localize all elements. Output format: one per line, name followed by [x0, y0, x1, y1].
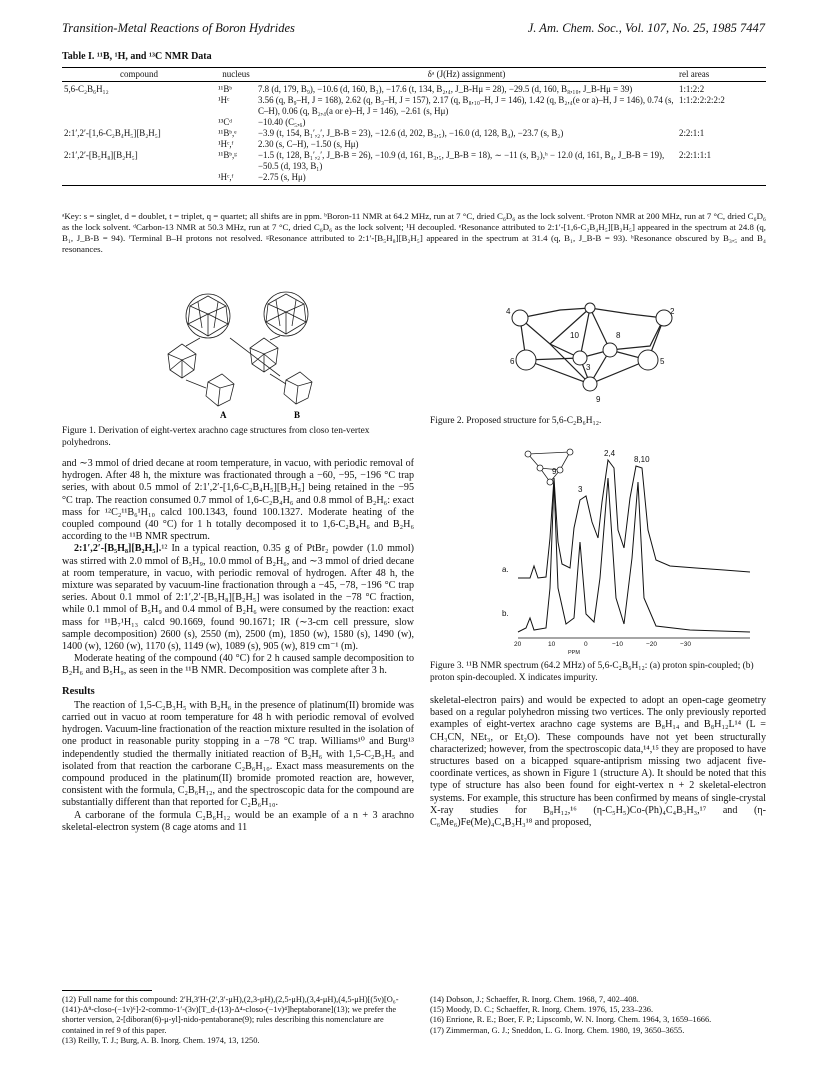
table-cell — [677, 139, 766, 150]
figure2-label-4: 4 — [506, 307, 511, 316]
table-row — [62, 172, 766, 186]
figure3-peak-label: 8,10 — [634, 455, 650, 464]
table-caption: Table I. ¹¹B, ¹H, and ¹³C NMR Data — [62, 51, 212, 62]
figure3-trace-b-label: b. — [502, 609, 509, 618]
figure2-structure-image — [500, 288, 680, 408]
table-row — [62, 95, 766, 117]
table-cell — [62, 117, 216, 128]
table-cell: ¹³Cᵈ — [218, 117, 233, 127]
table-cell: 7.8 (d, 179, B₉), −10.6 (d, 160, B₃), −17.6 (t, 134, B₂,₄, J_B-Hμ = 28), −29.5 (d, 160, B₈,₁₀, J_B-Hμ = 39) — [258, 84, 633, 94]
table-header-shift: δᵃ (J(Hz) assignment) — [256, 68, 677, 82]
table-row — [62, 139, 766, 150]
table-cell: ¹Hᶜ,ᶠ — [218, 139, 234, 149]
table-cell: 2:1′,2′-[1,6-C₂B₄H₅][B₂H₅] — [64, 128, 161, 138]
nmr-table — [62, 67, 766, 186]
figure2-label-6: 6 — [510, 357, 515, 366]
table-cell — [677, 172, 766, 186]
paragraph: skeletal-electron pairs) and would be expected to adopt an open-cage geometry based on a regular polyhedron missing two vertices. The only previously reported examples of eight-vertex arachno cage systems are B₈H₁₄ and B₈H₁₂L¹⁴ (L = CH₃CN, NEt₃, or Et₂O). These compounds have not yet been structurally characterized; however, from the spectroscopic data,¹⁴,¹⁵ they are proposed to have structures based on a bicapped square-antiprism missing two adjacent five-coordinate vertices, as shown in Figure 1 (structure A). It should be noted that this type of structure has also been found for eight-vertex n + 2 skeletal-electron systems. For example, this structure has been confirmed by means of single-crystal X-ray studies for B₈H₁₂,¹⁶ (η-C₅H₅)Co-(Ph)₄C₄B₃H₃,¹⁷ and (η-C₆Me₆)Fe(Me)₄C₄B₃H₃¹⁸ and proposed, — [430, 695, 766, 829]
figure3-peak-label: 3 — [578, 485, 583, 494]
table-cell — [62, 139, 216, 150]
table-cell — [62, 172, 216, 186]
figure2-label-5: 5 — [660, 357, 665, 366]
footnote-rule — [62, 990, 152, 991]
figure3-tick: −10 — [612, 641, 624, 648]
figure3-spectrum-image — [500, 438, 770, 650]
reference-item: (14) Dobson, J.; Schaeffer, R. Inorg. Chem. 1968, 7, 402–408. — [430, 995, 639, 1004]
figure1-label-a: A — [220, 410, 227, 420]
figure3-trace-a-label: a. — [502, 565, 509, 574]
spectrum-trace-b — [518, 478, 750, 632]
figure3-peak-label: 2,4 — [604, 449, 616, 458]
reference-item: (15) Moody, D. C.; Schaeffer, R. Inorg. Chem. 1976, 15, 233–236. — [430, 1005, 654, 1015]
left-column — [62, 458, 414, 834]
figure3-peak-label: 9 — [552, 467, 557, 476]
table-cell: 2:1′,2′-[B₅H₈][B₂H₅] — [64, 150, 138, 160]
paragraph: Moderate heating of the compound (40 °C) for 2 h caused sample decomposition to B₂H₆ and B₅H₉, as seen in the ¹¹B NMR. Decomposition was complete after 3 h. — [62, 653, 414, 677]
table-footnotes: ᵃKey: s = singlet, d = doublet, t = triplet, q = quartet; all shifts are in ppm. ᵇBoron-11 NMR at 64.2 MHz, run at 7 °C, dried C₆D₆ as the lock solvent. ᶜProton NMR at 200 MHz, run at 7 °C, dried C₆D₆ as the lock solvent. ᵈCarbon-13 NMR at 50.3 MHz, run at 7 °C, dried C₆D₆ as the lock solvent; ¹H decoupled. ᵉResonance attributed to 2:1′-[1,6-C₂B₄H₅][B₂H₅] appeared in the spectrum at 24.8 (q, B₁, J_B-B = 94). ᶠTerminal B–H protons not resolved. ᵍResonance attributed to 2:1′-[B₅H₈][B₂H₅] appeared in the spectrum at 31.4 (q, B₁, J_B-B = 93). ʰResonance obscured by B₃,₅ and B₄ resonances. — [62, 211, 766, 254]
table-cell — [62, 95, 216, 117]
figure1-polyhedra-image — [130, 288, 360, 420]
table-cell: 2:2:1:1:1 — [679, 150, 712, 160]
results-heading: Results — [62, 685, 95, 697]
table-cell: −10.40 (C₅,₆) — [258, 117, 306, 127]
figure2-label-8: 8 — [616, 331, 621, 340]
paragraph — [62, 543, 414, 653]
figure3-tick: 10 — [548, 641, 556, 648]
references-right — [430, 995, 766, 1036]
table-row — [62, 82, 766, 96]
reference-item: (12) Full name for this compound: 2′H,3′H-(2′,3′-μH),(2,3-μH),(2,5-μH),(3,4-μH),(4,5-μH)[(5ν)[O₆-(141)-Δ⁸-closo-(−1ν)⁶]-2-commo-1′-(3ν)[T_d-(13)-Δ⁴-closo-(−1ν)⁴]heptaborane](13); we prefer the shorter version, 2-[diboran(6)-μ-yl]-nido-pentaborane(9); rules describing this nomenclature are contained in ref 9 of this paper. — [62, 995, 399, 1035]
right-column — [430, 695, 766, 829]
figure3-caption: Figure 3. ¹¹B NMR spectrum (64.2 MHz) of 5,6-C₂B₆H₁₂: (a) proton spin-coupled; (b) proton spin-decoupled. X indicates impurity. — [430, 661, 754, 683]
figure2-label-10: 10 — [570, 331, 579, 340]
table-cell: 3.56 (q, B₉–H, J = 168), 2.62 (q, B₃–H, J = 157), 2.17 (q, B₈,₁₀–H, J = 146), 1.42 (q, B₂,₄(e or a)–H, J = 146), 0.74 (s, C–H), 0.06 (q, B₂,₄(a or e)–H, J = 146), −2.61 (s, Hμ) — [258, 95, 674, 116]
figure3-axis-unit: PPM — [568, 650, 580, 656]
table-cell: ¹¹Bᵇ — [218, 84, 232, 94]
table-cell: ¹Hᶜ — [218, 95, 230, 105]
figure3-tick: −20 — [646, 641, 658, 648]
references-left — [62, 995, 414, 1046]
table-cell: ¹¹Bᵇ,ᵍ — [218, 150, 237, 160]
reference-item: (13) Reilly, T. J.; Burg, A. B. Inorg. Chem. 1974, 13, 1250. — [62, 1035, 260, 1045]
table-header-row — [62, 68, 766, 82]
table-row — [62, 150, 766, 172]
figure2-label-3: 3 — [586, 363, 591, 372]
table-cell: 2:2:1:1 — [679, 128, 705, 138]
table-cell: 2.30 (s, C–H), −1.50 (s, Hμ) — [258, 139, 359, 149]
table-cell — [677, 117, 766, 128]
table-cell: 1:1:2:2 — [679, 84, 705, 94]
table-cell: ¹Hᶜ,ᶠ — [216, 172, 256, 186]
table-cell: 5,6-C₂B₆H₁₂ — [64, 84, 109, 94]
paragraph: The reaction of 1,5-C₂B₃H₅ with B₂H₆ in the presence of platinum(II) bromide was carried out in vacuo at room temperature for 48 h with periodic removal of evolved hydrogen. Vacuum-line fractionation of the reaction mixture resulted in the isolation of one product in reasonable purity stopping in a −78 °C trap. Williams¹⁰ and Burg¹³ independently studied the thermally initiated reaction of B₂H₆ with 1,5-C₂B₃H₅ and isolated from that reaction the carborane C₂B₆H₁₀. Exact mass measurements on the compound produced in the platinum(II) bromide promoted reaction are, however, consistent with the formula, C₂B₆H₁₂, and the spectroscopic data for the compound are substantially different than that reported for C₂B₆H₁₀. — [62, 699, 414, 809]
paragraph: A carborane of the formula C₂B₆H₁₂ would be an example of a n + 3 arachno skeletal-electron system (8 cage atoms and 11 — [62, 809, 414, 833]
figure1-caption: Figure 1. Derivation of eight-vertex arachno cage structures from closo ten-vertex polyhedrons. — [62, 426, 370, 448]
paragraph-text: ¹² In a typical reaction, 0.35 g of PtBr₂ powder (1.0 mmol) was stirred with 2.0 mmol of B₅H₉, 10.0 mmol of B₂H₆, and ∼3 mmol of dried decane at room temperature, in vacuo, with periodic removal of hydrogen. After 48 h, the mixture was separated by vacuum-line fractionation through a −45, −78, −196 °C trap series. About 0.1 mmol of 2:1′,2′-[B₅H₈][B₂H₅] was isolated in the −78 °C fraction, while 0.1 mmol of B₅H₉ and 0.4 mmol of B₂H₆ were consumed by the reaction: exact mass for ¹¹B₇¹H₁₃ calcd 90.1669, found 90.1671; IR (∼3-cm cell pressure, slow sample decomposition) 2600 (s), 2550 (m), 2500 (m), 1850 (w), 1580 (s), 1490 (w), 1400 (w), 1260 (w), 1170 (s), 1149 (w), 1089 (s), 905 (w), 819 cm⁻¹ (m). — [62, 543, 414, 653]
figure3-tick: −30 — [680, 641, 692, 648]
figure2-label-2: 2 — [670, 307, 675, 316]
figure1-label-b: B — [294, 410, 301, 420]
figure2-label-9: 9 — [596, 395, 601, 404]
figure3-tick: 0 — [584, 641, 588, 648]
table-cell: −2.75 (s, Hμ) — [256, 172, 677, 186]
table-row — [62, 128, 766, 139]
table-header-nucleus: nucleus — [216, 68, 256, 82]
table-cell: −3.9 (t, 154, B₁′,₂′, J_B-B = 23), −12.6 (d, 202, B₃,₅), −16.0 (d, 128, B₄), −23.7 (s, B₂) — [258, 128, 564, 138]
reference-item: (16) Enrione, R. E.; Boer, F. P.; Lipscomb, W. N. Inorg. Chem. 1964, 3, 1659–1666. — [430, 1015, 712, 1025]
running-header-journal: J. Am. Chem. Soc., Vol. 107, No. 25, 1985 7447 — [527, 21, 765, 35]
table-cell: ¹¹Bᵇ,ᵉ — [218, 128, 237, 138]
table-row — [62, 117, 766, 128]
table-header-compound: compound — [62, 68, 216, 82]
table-cell: 1:1:2:2:2:2:2 — [679, 95, 725, 105]
table-cell: −1.5 (t, 128, B₁′,₂′, J_B-B = 26), −10.9 (d, 161, B₃,₅, J_B-B = 18), ∼ −11 (s, B₂),ʰ − 12.0 (d, 161, B₄, J_B-B = 19), −50.5 (d, 193, B₁) — [258, 150, 665, 171]
reference-item: (17) Zimmerman, G. J.; Sneddon, L. G. Inorg. Chem. 1980, 19, 3650–3655. — [430, 1025, 685, 1035]
compound-heading: 2:1′,2′-[B₅H₈][B₂H₅]. — [74, 543, 162, 555]
figure2-caption: Figure 2. Proposed structure for 5,6-C₂B₆H₁₂. — [430, 416, 602, 426]
paragraph: and ∼3 mmol of dried decane at room temperature, in vacuo, with periodic removal of hydrogen. After 48 h, the mixture was fractionated through a −60, −95, −196 °C trap series, with about 0.5 mmol of 2:1′,2′-[1,6-C₂B₄H₅][B₂H₅] being retained in the −95 °C trap. The reaction consumed 0.7 mmol of 1,6-C₂B₄H₆ and 0.8 mmol of B₂H₆: exact mass for ¹²C₂¹¹B₆¹H₁₀ calcd 100.1343, found 100.1327. Moderate heating of the coupled compound (40 °C) for 1 h totally decomposed it to 1,6-C₂B₄H₆ and B₂H₆ according to the ¹¹B NMR spectrum. — [62, 458, 414, 543]
figure3-tick: 20 — [514, 641, 522, 648]
running-header-title: Transition-Metal Reactions of Boron Hydrides — [62, 21, 295, 35]
table-header-areas: rel areas — [677, 68, 766, 82]
